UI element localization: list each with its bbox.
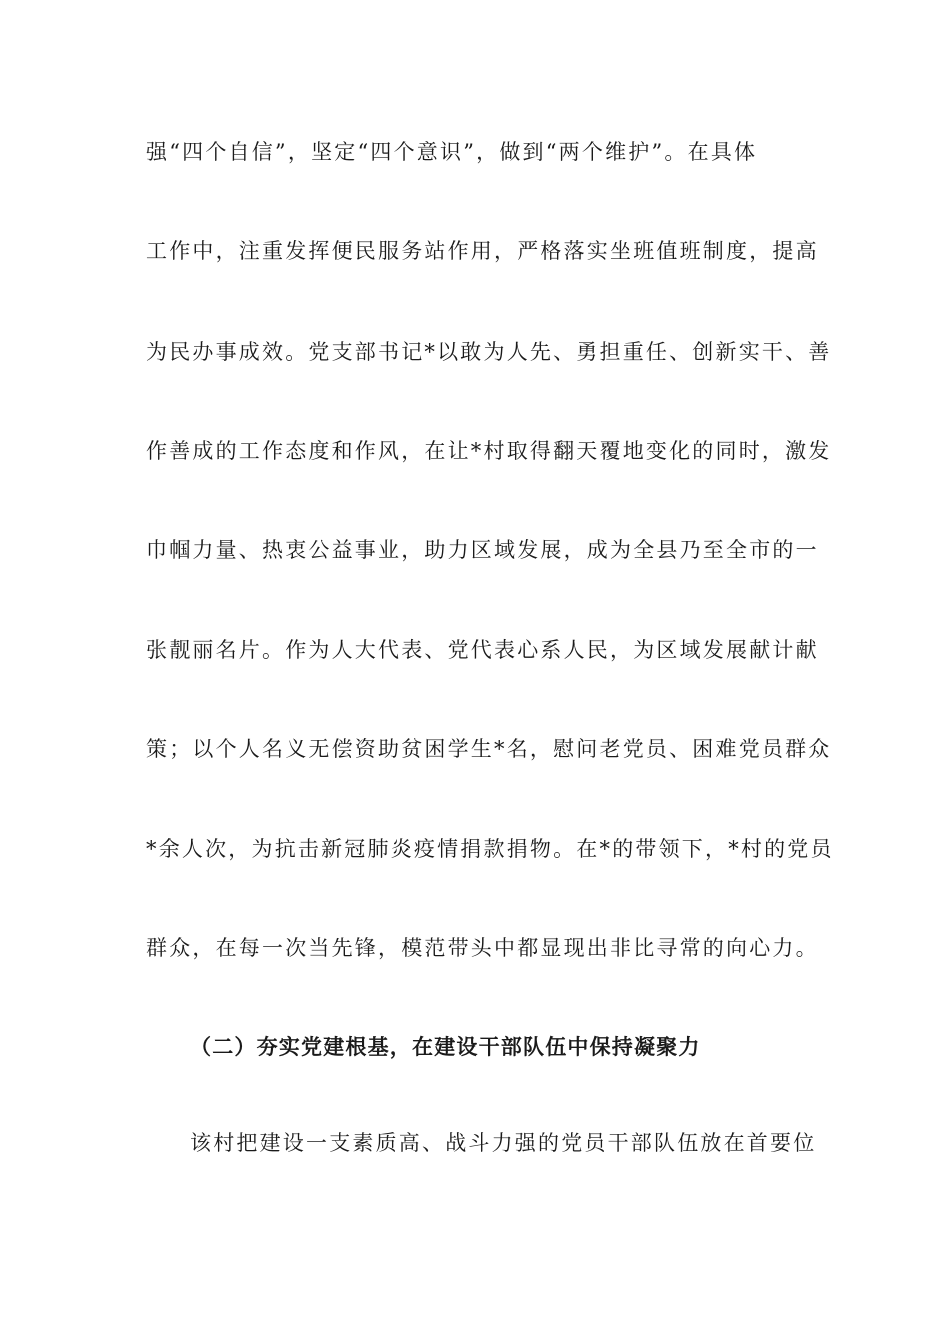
body-text-line: 巾帼力量、热衷公益事业，助力区域发展，成为全县乃至全市的一 [146,538,819,562]
body-text-line: 该村把建设一支素质高、战斗力强的党员干部队伍放在首要位 [190,1131,817,1155]
body-text-line: 为民办事成效。党支部书记*以敢为人先、勇担重任、创新实干、善 [146,340,832,364]
body-text-line: 群众，在每一次当先锋，模范带头中都显现出非比寻常的向心力。 [146,936,819,960]
body-text-line: *余人次，为抗击新冠肺炎疫情捐款捐物。在*的带领下，*村的党员 [146,837,834,861]
body-text-line: 强“四个自信”，坚定“四个意识”，做到“两个维护”。在具体 [146,140,758,164]
body-text-line: 作善成的工作态度和作风，在让*村取得翻天覆地变化的同时，激发 [146,439,832,463]
body-text-line: 张靓丽名片。作为人大代表、党代表心系人民，为区域发展献计献 [146,638,819,662]
body-text-line: 工作中，注重发挥便民服务站作用，严格落实坐班值班制度，提高 [146,239,819,263]
body-text-line: 策；以个人名义无偿资助贫困学生*名，慰问老党员、困难党员群众 [146,737,832,761]
section-heading: （二）夯实党建根基，在建设干部队伍中保持凝聚力 [190,1034,701,1059]
